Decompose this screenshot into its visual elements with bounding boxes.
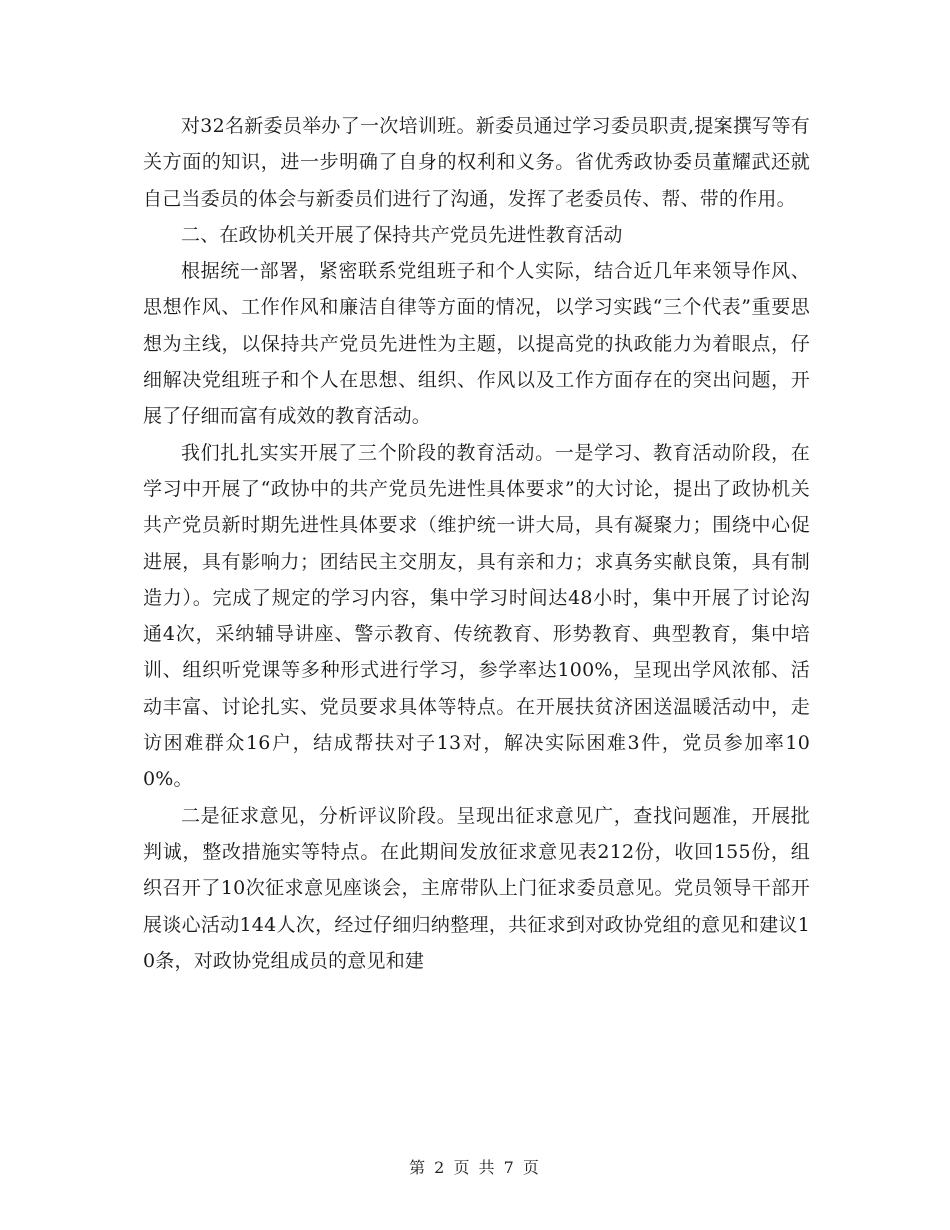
paragraph-opinion-stage: 二是征求意见，分析评议阶段。呈现出征求意见广，查找问题准，开展批判诚，整改措施实等特点。在此期间发放征求意见表212份，收回155份，组织召开了10次征求意见座谈会，主席带队上门征求委员意见。党员领导干部开展谈心活动144人次，经过仔细归纳整理，共征求到对政协党组的意见和建议10条，对政协党组成员的意见和建 — [143, 804, 810, 972]
paragraph-training: 对32名新委员举办了一次培训班。新委员通过学习委员职责,提案撰写等有关方面的知识，进一步明确了自身的权利和义务。省优秀政协委员董耀武还就自己当委员的体会与新委员们进行了沟通，发挥了老委员传、帮、带的作用。 — [143, 115, 810, 210]
document-body — [143, 108, 810, 979]
page-number-footer: 第 2 页 共 7 页 — [409, 1158, 541, 1177]
section-heading-2: 二、在政协机关开展了保持共产党员先进性教育活动 — [181, 223, 623, 246]
paragraph-three-stages: 我们扎扎实实开展了三个阶段的教育活动。一是学习、教育活动阶段，在学习中开展了“政协中的共产党员先进性具体要求”的大讨论，提出了政协机关共产党员新时期先进性具体要求（维护统一讲大局，具有凝聚力；围绕中心促进展，具有影响力；团结民主交朋友，具有亲和力；求真务实献良策，具有制造力）。完成了规定的学习内容，集中学习时间达48小时，集中开展了讨论沟通4次，采纳辅导讲座、警示教育、传统教育、形势教育、典型教育，集中培训、组织听党课等多种形式进行学习，参学率达100%，呈现出学风浓郁、活动丰富、讨论扎实、党员要求具体等特点。在开展扶贫济困送温暖活动中，走访困难群众16户，结成帮扶对子13对，解决实际困难3件，党员参加率100%。 — [143, 441, 810, 791]
paragraph-deployment: 根据统一部署，紧密联系党组班子和个人实际，结合近几年来领导作风、思想作风、工作作风和廉洁自律等方面的情况，以学习实践“三个代表”重要思想为主线，以保持共产党员先进性为主题，以提高党的执政能力为着眼点，仔细解决党组班子和个人在思想、组织、作风以及工作方面存在的突出问题，开展了仔细而富有成效的教育活动。 — [143, 260, 810, 428]
